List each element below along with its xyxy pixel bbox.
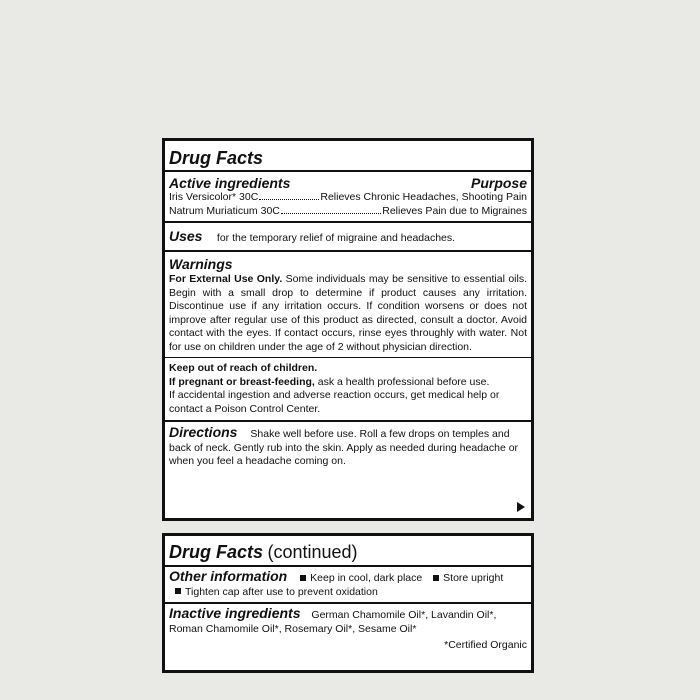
active-ingredients-section (165, 172, 531, 223)
ingredient-row (169, 205, 527, 219)
drug-facts-continued-panel (162, 533, 534, 673)
inactive-ingredients-section (165, 604, 531, 653)
warnings-section (165, 252, 531, 358)
uses-section (165, 223, 531, 252)
inactive-text: German Chamomile Oil*, Lavandin Oil*, Roman Chamomile Oil*, Rosemary Oil*, Sesame Oil* (169, 609, 497, 635)
warnings-text: Some individuals may be sensitive to essential oils. Begin with a small drop to determine if product causes any irritation. Discontinue use if any irritation occurs. If condition worsens or does not improve after regular use of this product as directed, consult a doctor. Avoid contact with the eyes. If contact occurs, rinse eyes throughly with water. Not for use on children under the age of 2 without physician direction. (169, 273, 527, 353)
drug-facts-panel (162, 138, 534, 521)
other-info-item: Store upright (443, 572, 504, 584)
keep-out-warning: Keep out of reach of children. (169, 362, 318, 374)
drug-facts-title: Drug Facts (169, 148, 264, 168)
external-use-warning: For External Use Only. (169, 273, 283, 285)
leader-dots (281, 213, 381, 214)
continued-header (165, 536, 531, 567)
directions-section (165, 422, 531, 469)
ingredient-name: Natrum Muriaticum 30C (169, 204, 280, 217)
inactive-heading: Inactive ingredients (169, 605, 301, 621)
other-information-section (165, 567, 531, 604)
uses-heading: Uses (169, 228, 203, 244)
leader-dots (259, 199, 319, 200)
pregnant-text: ask a health professional before use. (317, 375, 490, 388)
active-ingredients-heading: Active ingredients (169, 175, 291, 191)
pregnant-warning: If pregnant or breast-feeding, (169, 375, 315, 388)
ingredient-row (169, 191, 527, 205)
keep-out-section (165, 358, 531, 422)
ingredient-purpose: Relieves Chronic Headaches, Shooting Pain (320, 191, 527, 203)
square-bullet-icon (300, 575, 306, 581)
other-info-heading: Other information (169, 568, 288, 584)
square-bullet-icon (433, 575, 439, 581)
directions-heading: Directions (169, 424, 238, 440)
right-triangle-icon (517, 502, 525, 512)
square-bullet-icon (175, 588, 181, 594)
continued-suffix: (continued) (267, 542, 358, 562)
drug-facts-header (165, 141, 531, 172)
warnings-heading: Warnings (169, 256, 233, 272)
purpose-heading: Purpose (470, 175, 527, 191)
ingestion-text: If accidental ingestion and adverse reaction occurs, get medical help or contact a Poison Control Center. (169, 389, 500, 415)
other-info-item: Tighten cap after use to prevent oxidation (185, 585, 378, 598)
directions-text: Shake well before use. Roll a few drops on temples and back of neck. Gently rub into the skin. Apply as needed during headache or when you feel a headache coming on. (169, 428, 519, 467)
ingredient-name: Iris Versicolor* 30C (169, 191, 259, 203)
uses-text: for the temporary relief of migraine and headaches. (216, 232, 456, 244)
ingredient-purpose: Relieves Pain due to Migraines (382, 204, 527, 217)
continued-title: Drug Facts (169, 542, 264, 562)
certified-organic-note: *Certified Organic (444, 639, 527, 651)
other-info-item: Keep in cool, dark place (310, 572, 423, 584)
